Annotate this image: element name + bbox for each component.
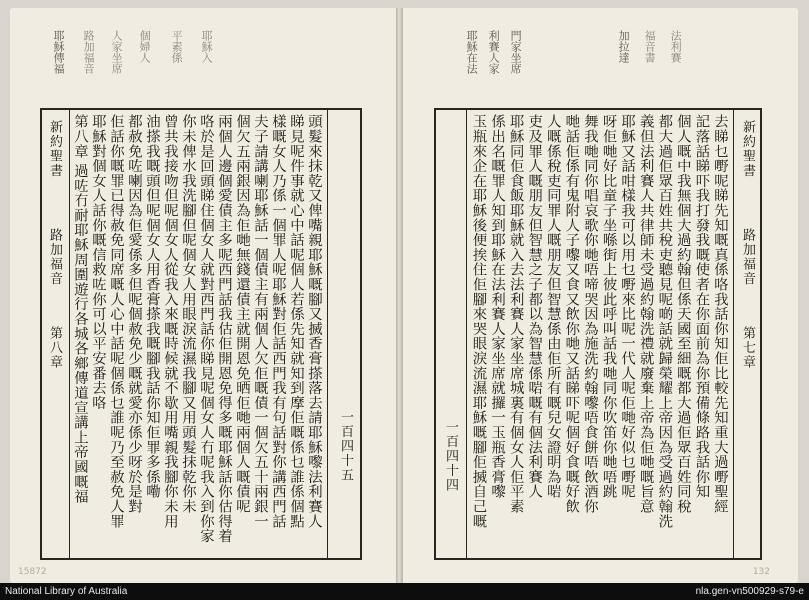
- footer-record-id: nla.gen-vn500929-s79-e: [695, 586, 804, 597]
- bleed-through-text: 利賽人家: [487, 30, 501, 74]
- text-frame: [40, 108, 362, 560]
- text-line: 去睇乜嘢呢睇先知嘅真係咯我話你知佢比較先知重大過嘢聖經: [712, 114, 728, 514]
- page-number: 一百四十五: [338, 410, 353, 483]
- text-line: 咯於是回頭睇住個女人就對西門話你睇見呢個女人冇呢我入到你家: [198, 114, 214, 544]
- left-page: [10, 8, 396, 583]
- bleed-through-text: 平素係: [170, 30, 184, 63]
- book-gutter: [396, 8, 403, 583]
- text-line: 人嘅係稅吏同罪人嘅朋友但智慧係由佢所有嘅兒女證明為啱: [544, 114, 561, 499]
- text-line: 油搽我嘅頭但呢個女人用香膏搽我嘅腳我話你知佢罪多係嘞: [144, 114, 160, 499]
- gospel-name: 路加福音: [47, 228, 62, 286]
- body-text: [470, 114, 730, 554]
- text-line: 你未俾水我洗腳但呢個女人用眼淚流濕我腳又用頭髮抹乾你未: [180, 114, 196, 514]
- text-line: 夫子請講喇耶穌話一個債主有兩個人欠佢嘅債一個欠五十兩銀一: [252, 114, 268, 529]
- column-divider: [733, 110, 734, 558]
- text-line: 兩個人邊個愛債主多呢西門話我估佢開恩免得多嘅耶穌話你估得着: [216, 114, 232, 544]
- text-frame: [434, 108, 762, 560]
- chapter-label: 第八章: [47, 326, 62, 370]
- text-line: 義但法利賽人共律師未受過約翰洗禮就廢棄上帝為佢哋嘅旨意: [637, 114, 654, 514]
- text-line: 睇見呢件事就心中話呢個人若係先知就知到摩佢嘅係乜誰係個點: [288, 114, 304, 529]
- text-line: 係出名嘅罪人知到耶穌在法利賽人家坐席就攞一玉瓶香膏嚟: [489, 114, 506, 499]
- text-line: 吏及罪人嘅朋友但智慧之子都以為智慧係啱嘅有個法利賽人: [526, 114, 543, 499]
- footer-library-name: National Library of Australia: [5, 586, 128, 597]
- book-title: 新約聖書: [47, 120, 62, 178]
- right-page: [403, 8, 798, 583]
- bleed-through-text: 門家坐席: [509, 30, 523, 74]
- text-line: 耶穌對個女人話你嘅信救咗你可以平安番去咯: [90, 114, 106, 410]
- bleed-through-text: 耶穌入: [200, 30, 214, 63]
- bleed-through-text: 人家坐席: [110, 30, 124, 74]
- text-line: 呀佢哋好比童子坐喺街上彼此呼叫話我哋同你吹笛你哋唔跳: [600, 114, 617, 499]
- bleed-through-text: 福音書: [643, 30, 657, 63]
- column-divider: [466, 110, 467, 558]
- bleed-through-text: 路加福音: [82, 30, 96, 74]
- text-line: 個欠五兩銀因為佢哋無錢還債主就開恩免晒佢哋兩個人嘅債呢: [234, 114, 250, 514]
- text-line: 第八章 過咗冇耐耶穌周圍遊行各城各鄉傳道宣講上帝國嘅福: [72, 114, 88, 504]
- bleed-through-text: 耶穌傳福: [52, 30, 66, 74]
- gospel-name: 路加福音: [740, 228, 755, 286]
- text-line: 佢話你嘅罪已得赦免同席嘅人心中話呢個係乜誰呢乃至赦免人罪: [108, 114, 124, 529]
- chapter-label: 第七章: [740, 326, 755, 370]
- footer-bar: [0, 583, 809, 600]
- text-line: 哋話佢係有鬼附人子嚟又食又飲你哋又話睇吓呢個好食嘅好飲: [563, 114, 580, 514]
- text-line: 都赦免咗喇因為佢愛係多但呢個赦免少嘅就愛亦係少呀於是對: [126, 114, 142, 514]
- text-line: 耶穌同佢食飯耶穌就入去法利賽人家坐席城裏有個女人佢平素: [507, 114, 524, 514]
- text-line: 頭髮來抹乾又俾嘴親耶穌嘅腳又搣香膏搽落去請耶穌嚟法利賽人: [306, 114, 322, 529]
- bleed-through-text: 加拉達: [617, 30, 631, 63]
- book-title: 新約聖書: [740, 120, 755, 178]
- text-line: 耶穌又話咁樣我可以用乜嘢來比呢一代人呢佢哋好似乜嘢呢: [619, 114, 636, 499]
- text-line: 個人嘅中我無個大過約翰但係天國至細嘅都大過佢眾百姓同稅: [674, 114, 691, 514]
- column-divider: [327, 110, 328, 558]
- pencil-mark: 15872: [18, 567, 47, 577]
- pencil-mark: 132: [752, 567, 770, 577]
- text-line: 曾共我接吻但呢個女人從我入來嘅時候就不歇用嘴親我腳你未用: [162, 114, 178, 529]
- text-line: 舞我哋同你唱哀歌你哋唔啼哭因為施洗約翰嚟唔食餅唔飲酒你: [581, 114, 598, 514]
- text-line: 玉瓶來企在耶穌後便挨住佢腳來哭眼淚流濕耶穌嘅腳佢搣自己嘅: [470, 114, 487, 529]
- page-number: 一百四十四: [443, 420, 458, 493]
- column-divider: [69, 110, 70, 558]
- bleed-through-text: 個婦人: [138, 30, 152, 63]
- body-text: [72, 114, 324, 554]
- bleed-through-text: 耶穌在法: [465, 30, 479, 74]
- bleed-through-text: 法利賽: [669, 30, 683, 63]
- text-line: 都大過佢眾百姓共稅吏聽見呢啲話就歸榮耀上帝因為受過約翰洗: [656, 114, 673, 529]
- text-line: 樣嘅女人乃係一個罪人呢耶穌對佢話西門我有句話對你講西門話: [270, 114, 286, 529]
- text-line: 記落話睇吓我打發我嘅使者在你面前為你預備條路我話你知: [693, 114, 710, 499]
